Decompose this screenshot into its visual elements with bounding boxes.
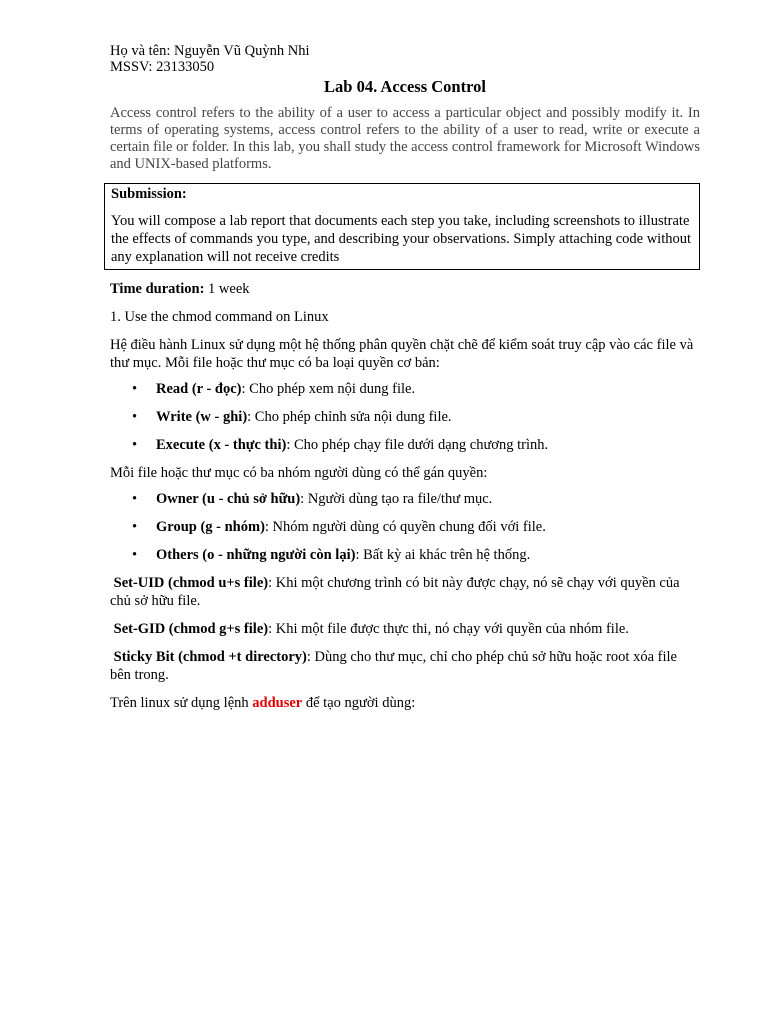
document-title: Lab 04. Access Control: [324, 77, 486, 96]
permissions-paragraph: Hệ điều hành Linux sử dụng một hệ thống phân quyền chặt chẽ để kiểm soát truy cập vào các file và thư mục. Mỗi file hoặc thư mục có ba loại quyền cơ bản:: [110, 337, 694, 371]
permission-text: : Cho phép chỉnh sửa nội dung file.: [247, 409, 452, 425]
permission-text: : Cho phép chạy file dưới dạng chương trình.: [286, 437, 549, 453]
student-id: MSSV: 23133050: [110, 59, 215, 75]
setgid-paragraph: [110, 620, 700, 638]
section-1-title: 1. Use the chmod command on Linux: [110, 309, 329, 325]
time-duration-label: Time duration:: [110, 281, 205, 297]
bullet-icon: •: [132, 491, 138, 507]
bullet-icon: •: [132, 547, 138, 563]
sticky-label: Sticky Bit (chmod +t directory): [113, 649, 307, 665]
setuid-label: Set-UID (chmod u+s file): [113, 575, 269, 591]
group-label: Others (o - những người còn lại): [156, 547, 356, 563]
bullet-icon: •: [132, 381, 138, 397]
permission-text: : Cho phép xem nội dung file.: [241, 381, 416, 397]
setuid-paragraph: [110, 574, 700, 610]
adduser-before: Trên linux sử dụng lệnh: [110, 695, 253, 711]
group-text: : Người dùng tạo ra file/thư mục.: [300, 491, 493, 507]
permission-label: Read (r - đọc): [156, 381, 242, 397]
list-item: [110, 380, 700, 398]
submission-box: [104, 183, 700, 270]
bullet-icon: •: [132, 437, 138, 453]
setgid-label: Set-GID (chmod g+s file): [113, 621, 269, 637]
setgid-text: : Khi một file được thực thi, nó chạy với quyền của nhóm file.: [268, 621, 629, 637]
list-item: [110, 408, 700, 426]
list-item: [110, 518, 700, 536]
sticky-text: : Dùng cho thư mục, chỉ cho phép chủ sở hữu hoặc root xóa file bên trong.: [110, 649, 677, 683]
group-text: : Bất kỳ ai khác trên hệ thống.: [355, 547, 531, 563]
group-label: Group (g - nhóm): [156, 519, 265, 535]
group-text: : Nhóm người dùng có quyền chung đối với file.: [264, 519, 546, 535]
intro-paragraph: Access control refers to the ability of a user to access a particular object and possibly modify it. In terms of operating systems, access control refers to the ability of a user to read, write or execute a certain file or folder. In this lab, you shall study the access control framework for Microsoft Windows and UNIX-based platforms.: [110, 105, 700, 172]
groups-paragraph: Mỗi file hoặc thư mục có ba nhóm người dùng có thể gán quyền:: [110, 465, 488, 481]
submission-body: You will compose a lab report that documents each step you take, including screenshots to illustrate the effects of commands you type, and describing your observations. Simply attaching code without any explanation will not receive credits: [111, 213, 692, 265]
permission-label: Write (w - ghi): [156, 409, 248, 425]
student-name: Họ và tên: Nguyễn Vũ Quỳnh Nhi: [110, 43, 310, 59]
groups-list: [110, 490, 700, 564]
bullet-icon: •: [132, 519, 138, 535]
document-page: [110, 43, 700, 712]
list-item: [110, 436, 700, 454]
time-duration-value: 1 week: [204, 281, 250, 297]
adduser-paragraph: [110, 694, 700, 712]
adduser-after: để tạo người dùng:: [302, 695, 416, 711]
sticky-paragraph: [110, 648, 700, 684]
list-item: [110, 546, 700, 564]
permissions-list: [110, 380, 700, 454]
setuid-text: : Khi một chương trình có bit này được chạy, nó sẽ chạy với quyền của chủ sở hữu file.: [110, 575, 680, 609]
adduser-command: adduser: [252, 695, 303, 711]
permission-label: Execute (x - thực thi): [156, 437, 287, 453]
bullet-icon: •: [132, 409, 138, 425]
time-duration: [110, 280, 700, 298]
group-label: Owner (u - chủ sở hữu): [156, 491, 301, 507]
submission-heading: Submission:: [111, 186, 187, 202]
list-item: [110, 490, 700, 508]
